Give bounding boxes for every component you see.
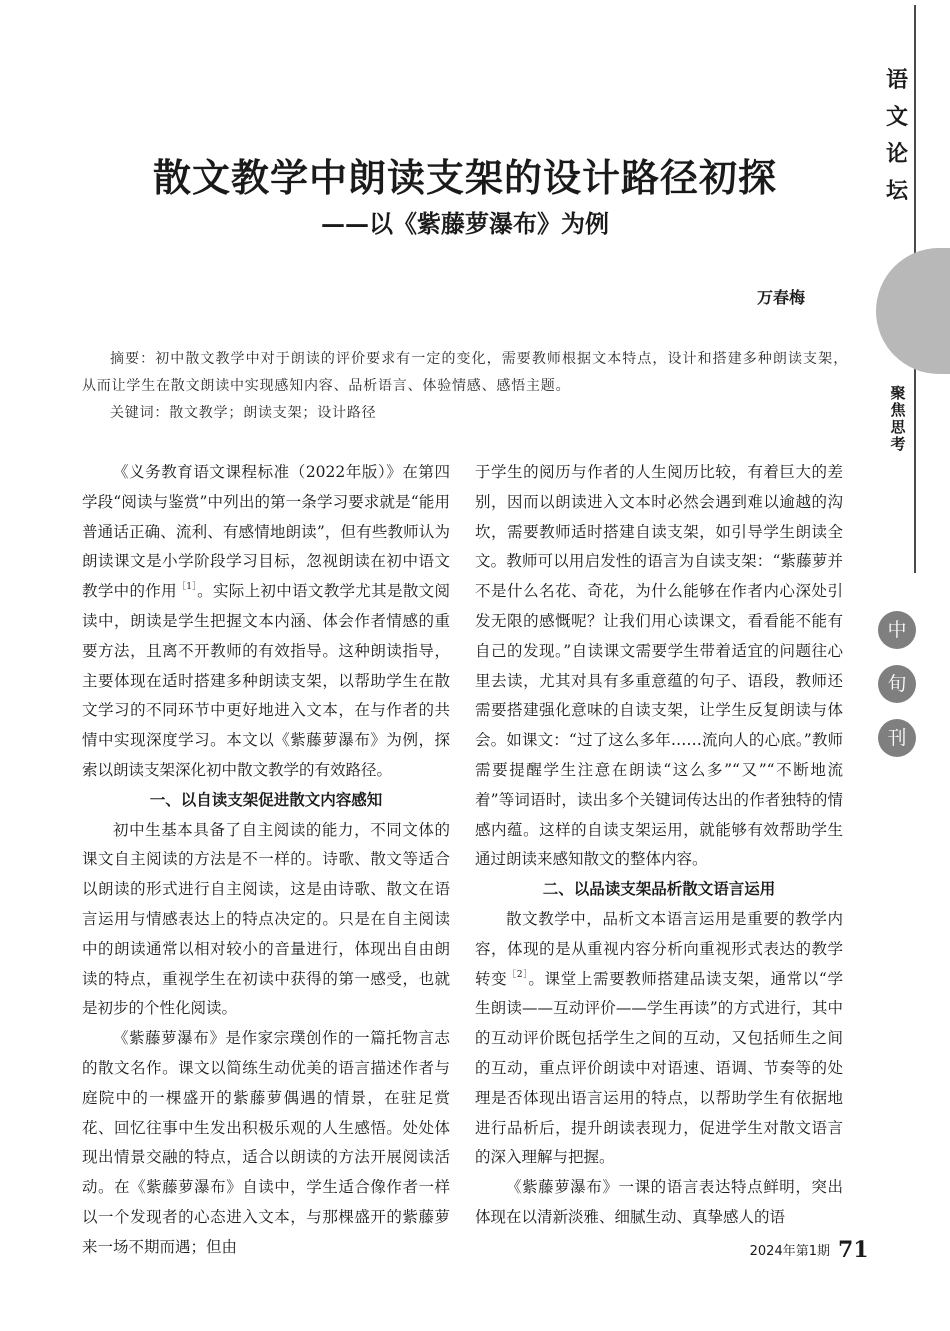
body-column-right	[475, 458, 843, 1233]
paragraph: 《紫藤萝瀑布》一课的语言表达特点鲜明，突出体现在以清新淡雅、细腻生动、真挚感人的语	[475, 1178, 843, 1226]
paragraph-text: 散文教学中，品析文本语言运用是重要的教学内容，体现的是从重视内容分析向重视形式表达的教学转变	[475, 909, 843, 988]
body-column-left	[82, 458, 450, 1263]
brand-badge: 旬	[878, 665, 916, 703]
article-title: 散文教学中朗读支架的设计路径初探	[152, 156, 777, 200]
column-name	[877, 62, 917, 210]
paragraph-text: 。课堂上需要教师搭建品读支架，通常以“学生朗读——互动评价——学生再读”的方式进行，其中的互动评价既包括学生之间的互动，又包括师生之间的互动，重点评价朗读中对语速、语调、节奏等的处理是否体现出语言运用的特点，以帮助学生有依据地进行品析后，提升朗读表现力，促进学生对散文语言的深入理解与把握。	[475, 969, 843, 1167]
decorative-circle	[876, 248, 950, 374]
citation-ref: ［1］	[176, 582, 198, 593]
paragraph-text: 。实际上初中语文教学尤其是散文阅读中，朗读是学生把握文本内涵、体会作者情感的重要方法，且离不开教师的有效指导。这种朗读指导，主要体现在适时搭建多种朗读支架，以帮助学生在散文学习的不同环节中更好地进入文本，在与作者的共情中实现深度学习。本文以《紫藤萝瀑布》为例，探索以朗读支架深化初中散文教学的有效路径。	[82, 582, 450, 779]
author-name: 万春梅	[756, 288, 805, 307]
paragraph	[82, 458, 450, 786]
page-number: 71	[838, 1237, 869, 1263]
column-char: 坛	[885, 179, 908, 204]
section-char: 思	[890, 418, 906, 436]
brand-badge: 中	[878, 611, 916, 649]
paragraph: 初中生基本具备了自主阅读的能力，不同文体的课文自主阅读的方法是不一样的。诗歌、散文等适合以朗读的形式进行自主阅读，这是由诗歌、散文在语言运用与情感表达上的特点决定的。只是在自主阅读中的朗读通常以相对较小的音量进行，体现出自由朗读的特点，重视学生在初读中获得的第一感受，也就是初步的个性化阅读。	[82, 820, 450, 1018]
article-subtitle: ——以《紫藤萝瀑布》为例	[321, 209, 609, 238]
section-char: 考	[890, 435, 906, 453]
paragraph	[475, 905, 843, 1173]
abstract: 摘要：初中散文教学中对于朗读的评价要求有一定的变化，需要教师根据文本特点，设计和搭建多种朗读支架，从而让学生在散文朗读中实现感知内容、品析语言、体验情感、感悟主题。	[82, 351, 848, 394]
keywords: 关键词：散文教学；朗读支架；设计路径	[110, 405, 377, 421]
paragraph: 于学生的阅历与作者的人生阅历比较，有着巨大的差别，因而以朗读进入文本时必然会遇到难以逾越的沟坎，需要教师适时搭建自读支架，如引导学生朗读全文。教师可以用启发性的语言为自读支架：“紫藤萝并不是什么名花、奇花，为什么能够在作者内心深处引发无限的感慨呢？让我们用心读课文，看看能不能有自己的发现。”自读课文需要学生带着适宜的问题往心里去读，尤其对具有多重意蕴的句子、语段，教师还需要搭建强化意味的自读支架，让学生反复朗读与体会。如课文：“过了这么多年……流向人的心底。”教师需要提醒学生注意在朗读“这么多”“又”“不断地流着”等词语时，读出多个关键词传达出的作者独特的情感内蕴。这样的自读支架运用，就能够有效帮助学生通过朗读来感知散文的整体内容。	[475, 463, 843, 869]
section-char: 焦	[890, 401, 906, 419]
section-label	[881, 385, 915, 453]
brand-badge: 刊	[878, 719, 916, 757]
section-heading: 二、以品读支架品析散文语言运用	[542, 880, 776, 899]
citation-ref: ［2］	[507, 969, 529, 980]
column-char: 文	[885, 105, 908, 130]
paragraph-text: 《义务教育语文课程标准（2022年版）》在第四学段“阅读与鉴赏”中列出的第一条学习要求就是“能用普通话正确、流利、有感情地朗读”，但有些教师认为朗读课文是小学阶段学习目标，忽视朗读在初中语文教学中的作用	[82, 463, 450, 601]
issue-label: 2024年第1期	[749, 1244, 830, 1259]
section-heading: 一、以自读支架促进散文内容感知	[149, 790, 383, 809]
section-char: 聚	[890, 384, 906, 402]
column-char: 语	[885, 68, 908, 93]
column-char: 论	[885, 142, 908, 167]
paragraph: 《紫藤萝瀑布》是作家宗璞创作的一篇托物言志的散文名作。课文以简练生动优美的语言描述作者与庭院中的一棵盛开的紫藤萝偶遇的情景，在驻足赏花、回忆往事中生发出积极乐观的人生感悟。处处体现出情景交融的特点，适合以朗读的方法开展阅读活动。在《紫藤萝瀑布》自读中，学生适合像作者一样以一个发现者的心态进入文本，与那棵盛开的紫藤萝来一场不期而遇；但由	[82, 1029, 450, 1256]
